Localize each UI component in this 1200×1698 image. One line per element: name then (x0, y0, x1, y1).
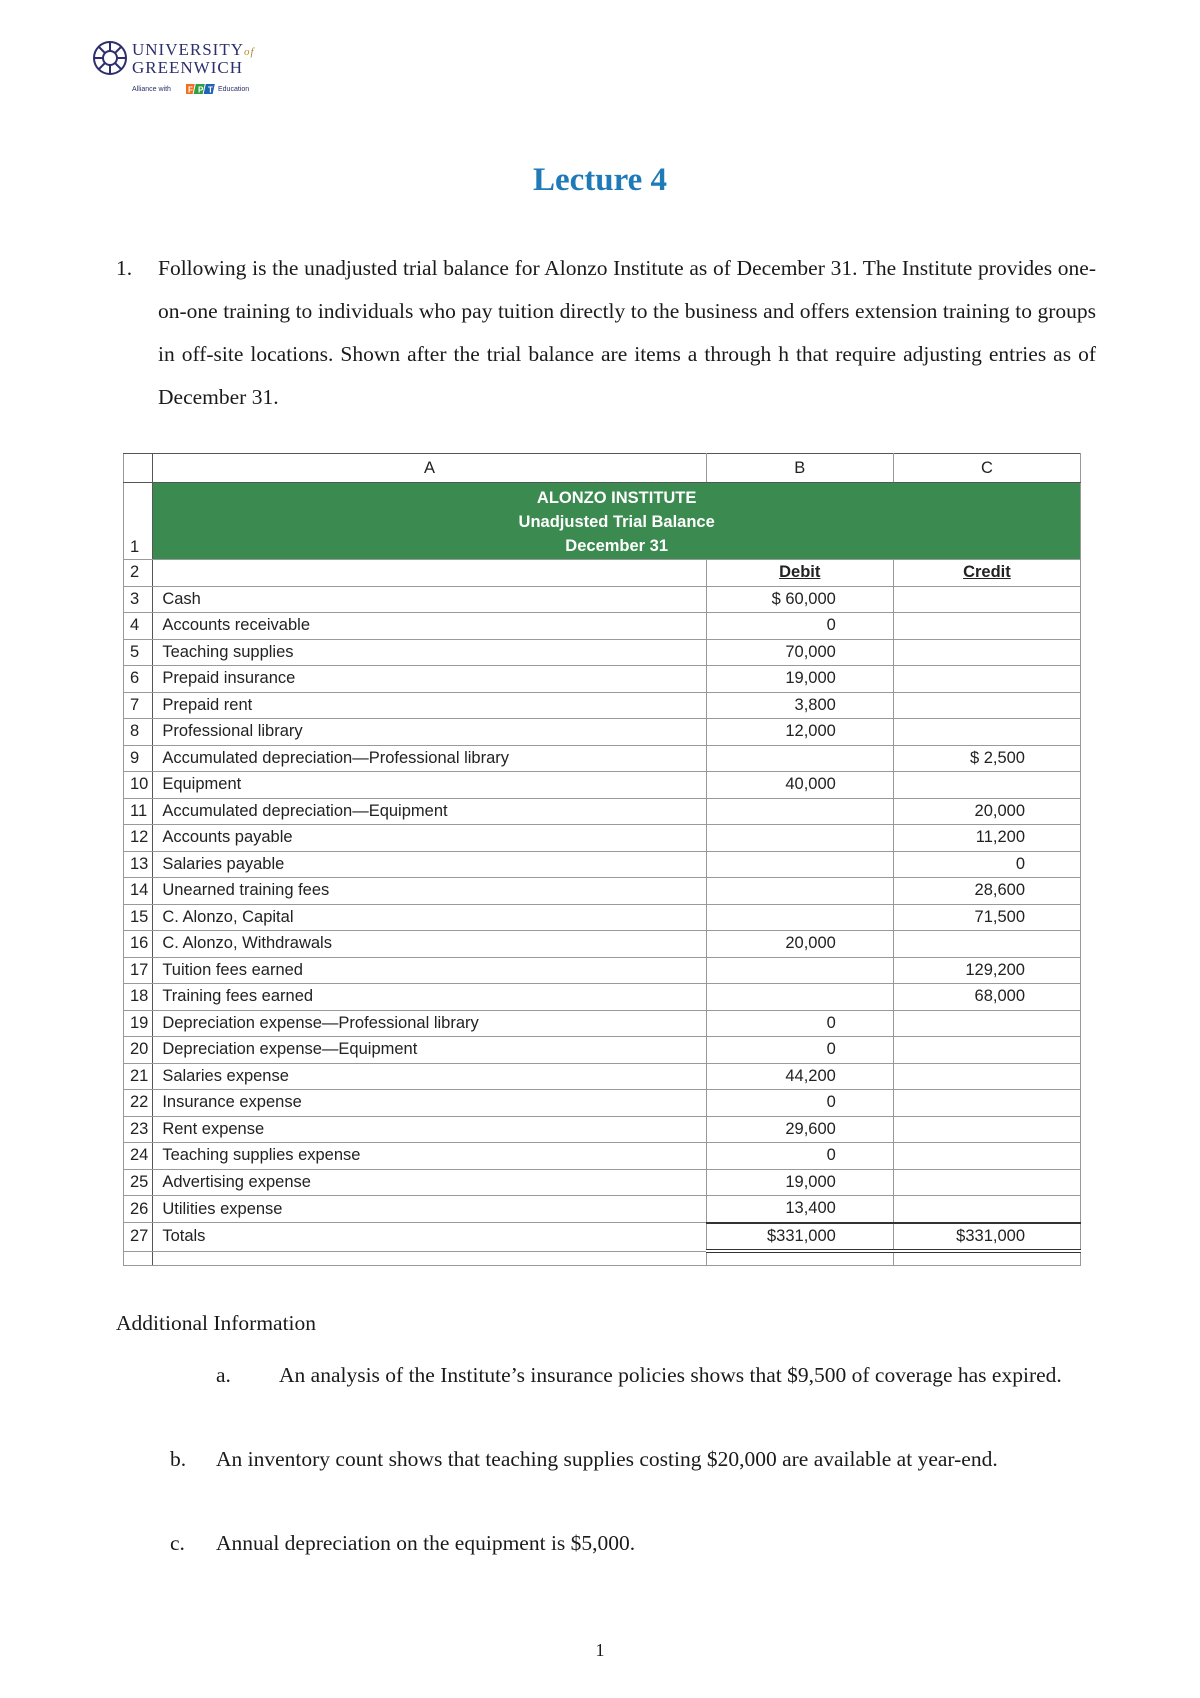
table-row (124, 1090, 1081, 1117)
additional-info-heading: Additional Information (116, 1311, 317, 1335)
row-number: 23 (124, 1116, 153, 1143)
item-text: Annual depreciation on the equipment is $5,000. (216, 1531, 636, 1555)
row-number: 16 (124, 931, 153, 958)
table-row (124, 1063, 1081, 1090)
debit-amount: 3,800 (706, 692, 893, 719)
row-number: 27 (124, 1223, 153, 1252)
row-number: 9 (124, 745, 153, 772)
item-label: b. (170, 1447, 187, 1471)
info-item-c (170, 1522, 1096, 1565)
debit-amount: 29,600 (706, 1116, 893, 1143)
table-row (124, 692, 1081, 719)
debit-amount: 70,000 (706, 639, 893, 666)
account-name: Rent expense (153, 1116, 706, 1143)
credit-amount (893, 1196, 1080, 1223)
table-row (124, 745, 1081, 772)
debit-amount: 13,400 (706, 1196, 893, 1223)
account-name: Teaching supplies expense (153, 1143, 706, 1170)
row-number: 8 (124, 719, 153, 746)
credit-amount (893, 1169, 1080, 1196)
account-name: Depreciation expense—Professional library (153, 1010, 706, 1037)
table-row (124, 1196, 1081, 1223)
table-row (124, 1116, 1081, 1143)
account-name: Utilities expense (153, 1196, 706, 1223)
credit-amount: $ 2,500 (893, 745, 1080, 772)
debit-amount: 19,000 (706, 666, 893, 693)
table-row (124, 613, 1081, 640)
credit-amount (893, 1116, 1080, 1143)
row-number: 14 (124, 878, 153, 905)
debit-amount (706, 745, 893, 772)
account-name: C. Alonzo, Withdrawals (153, 931, 706, 958)
credit-amount: 71,500 (893, 904, 1080, 931)
table-row (124, 1037, 1081, 1064)
column-header-b: B (706, 454, 893, 483)
info-item-b (170, 1438, 1096, 1481)
total-credit: $331,000 (893, 1223, 1080, 1252)
alliance-text: Alliance with (132, 86, 171, 93)
row-number: 22 (124, 1090, 153, 1117)
account-name: Accumulated depreciation—Professional library (153, 745, 706, 772)
table-row (124, 984, 1081, 1011)
credit-amount (893, 1063, 1080, 1090)
debit-amount (706, 851, 893, 878)
row-number: 3 (124, 586, 153, 613)
row-number: 4 (124, 613, 153, 640)
item-label: a. (216, 1363, 231, 1387)
account-name: Advertising expense (153, 1169, 706, 1196)
debit-amount (706, 825, 893, 852)
table-row (124, 1169, 1081, 1196)
account-name: Accounts receivable (153, 613, 706, 640)
credit-amount: 0 (893, 851, 1080, 878)
account-name: Cash (153, 586, 706, 613)
debit-credit-row (124, 560, 1081, 587)
row-number: 13 (124, 851, 153, 878)
debit-amount: 0 (706, 1037, 893, 1064)
debit-amount: $ 60,000 (706, 586, 893, 613)
table-row (124, 798, 1081, 825)
credit-amount (893, 639, 1080, 666)
svg-text:P: P (198, 85, 204, 95)
question-number: 1. (116, 256, 133, 280)
company-name: ALONZO INSTITUTE (536, 489, 697, 507)
account-name: Teaching supplies (153, 639, 706, 666)
credit-header (893, 560, 1080, 587)
credit-amount (893, 1037, 1080, 1064)
account-name: Salaries expense (153, 1063, 706, 1090)
account-name: Equipment (153, 772, 706, 799)
debit-amount (706, 878, 893, 905)
table-row (124, 825, 1081, 852)
table-row (124, 957, 1081, 984)
account-name: C. Alonzo, Capital (153, 904, 706, 931)
debit-amount: 0 (706, 1010, 893, 1037)
debit-amount (706, 957, 893, 984)
credit-amount (893, 613, 1080, 640)
account-name: Training fees earned (153, 984, 706, 1011)
debit-amount: 12,000 (706, 719, 893, 746)
table-row (124, 772, 1081, 799)
row-number: 12 (124, 825, 153, 852)
empty-cell (153, 560, 706, 587)
report-name: Unadjusted Trial Balance (518, 513, 715, 531)
row-number: 17 (124, 957, 153, 984)
account-name: Unearned training fees (153, 878, 706, 905)
column-header-a: A (153, 454, 706, 483)
account-name: Professional library (153, 719, 706, 746)
university-name-line2: GREENWICH (132, 58, 243, 77)
crest-icon (92, 40, 128, 76)
question-1 (116, 247, 1096, 419)
row-number: 10 (124, 772, 153, 799)
credit-amount (893, 586, 1080, 613)
university-name-line1: UNIVERSITYof (132, 40, 255, 59)
debit-amount: 40,000 (706, 772, 893, 799)
totals-label: Totals (153, 1223, 706, 1252)
column-header-c: C (893, 454, 1080, 483)
credit-amount: 20,000 (893, 798, 1080, 825)
row-number: 20 (124, 1037, 153, 1064)
table-row (124, 666, 1081, 693)
university-logo (92, 40, 272, 108)
education-text: Education (218, 86, 250, 93)
debit-header (706, 560, 893, 587)
credit-amount (893, 666, 1080, 693)
debit-amount: 44,200 (706, 1063, 893, 1090)
page-title: Lecture 4 (532, 162, 668, 198)
credit-amount: 68,000 (893, 984, 1080, 1011)
trial-balance-sheet (123, 453, 1081, 1253)
row-number: 21 (124, 1063, 153, 1090)
credit-amount: 11,200 (893, 825, 1080, 852)
table-row (124, 586, 1081, 613)
debit-amount: 0 (706, 1143, 893, 1170)
debit-amount: 0 (706, 613, 893, 640)
account-name: Depreciation expense—Equipment (153, 1037, 706, 1064)
item-text: An analysis of the Institute’s insurance policies shows that $9,500 of coverage has expired. (279, 1363, 1062, 1387)
debit-amount: 0 (706, 1090, 893, 1117)
row-number: 18 (124, 984, 153, 1011)
credit-amount: 28,600 (893, 878, 1080, 905)
debit-amount (706, 798, 893, 825)
account-name: Tuition fees earned (153, 957, 706, 984)
table-row (124, 878, 1081, 905)
sheet-title-block (153, 483, 1081, 560)
totals-row (124, 1223, 1081, 1252)
row-number: 2 (124, 560, 153, 587)
row-number: 25 (124, 1169, 153, 1196)
item-label: c. (170, 1531, 185, 1555)
blank-cell (153, 1251, 706, 1266)
table-row (124, 904, 1081, 931)
row-number: 6 (124, 666, 153, 693)
credit-amount (893, 772, 1080, 799)
table-row (124, 719, 1081, 746)
table-row (124, 851, 1081, 878)
row-number: 19 (124, 1010, 153, 1037)
debit-amount (706, 904, 893, 931)
table-row (124, 639, 1081, 666)
credit-amount: 129,200 (893, 957, 1080, 984)
row-number: 5 (124, 639, 153, 666)
row-number: 15 (124, 904, 153, 931)
credit-amount (893, 931, 1080, 958)
row-number: 11 (124, 798, 153, 825)
credit-amount (893, 1090, 1080, 1117)
credit-amount (893, 1010, 1080, 1037)
row-number: 24 (124, 1143, 153, 1170)
trial-balance-table (123, 453, 1081, 1266)
blank-row (124, 1251, 1081, 1266)
column-header-row (124, 454, 1081, 483)
blank-cell (893, 1251, 1080, 1266)
total-debit: $331,000 (706, 1223, 893, 1252)
debit-label: Debit (779, 563, 821, 582)
info-item-a (216, 1354, 1096, 1397)
account-name: Prepaid insurance (153, 666, 706, 693)
row-number: 7 (124, 692, 153, 719)
account-name: Accounts payable (153, 825, 706, 852)
table-row (124, 1143, 1081, 1170)
row-number: 26 (124, 1196, 153, 1223)
account-name: Salaries payable (153, 851, 706, 878)
credit-amount (893, 692, 1080, 719)
account-name: Accumulated depreciation—Equipment (153, 798, 706, 825)
question-text: Following is the unadjusted trial balance for Alonzo Institute as of December 31. The Institute provides one-on-one training to individuals who pay tuition directly to the business and offers extension training to groups in off-site locations. Shown after the trial balance are items a through h that require adjusting entries as of December 31. (158, 256, 1096, 409)
account-name: Insurance expense (153, 1090, 706, 1117)
row-number: 1 (124, 483, 153, 560)
fpt-logo-icon (186, 83, 216, 95)
blank-cell (124, 1251, 153, 1266)
blank-cell (706, 1251, 893, 1266)
credit-amount (893, 1143, 1080, 1170)
debit-amount: 19,000 (706, 1169, 893, 1196)
table-row (124, 1010, 1081, 1037)
report-date: December 31 (565, 537, 669, 555)
svg-text:F: F (188, 85, 193, 95)
table-row (124, 931, 1081, 958)
debit-amount (706, 984, 893, 1011)
credit-amount (893, 719, 1080, 746)
corner-cell (124, 454, 153, 483)
item-text: An inventory count shows that teaching supplies costing $20,000 are available at year-end. (216, 1447, 998, 1471)
title-row (124, 483, 1081, 560)
debit-amount: 20,000 (706, 931, 893, 958)
account-name: Prepaid rent (153, 692, 706, 719)
credit-label: Credit (963, 563, 1011, 582)
page-number: 1 (595, 1640, 605, 1660)
svg-text:T: T (208, 85, 213, 95)
